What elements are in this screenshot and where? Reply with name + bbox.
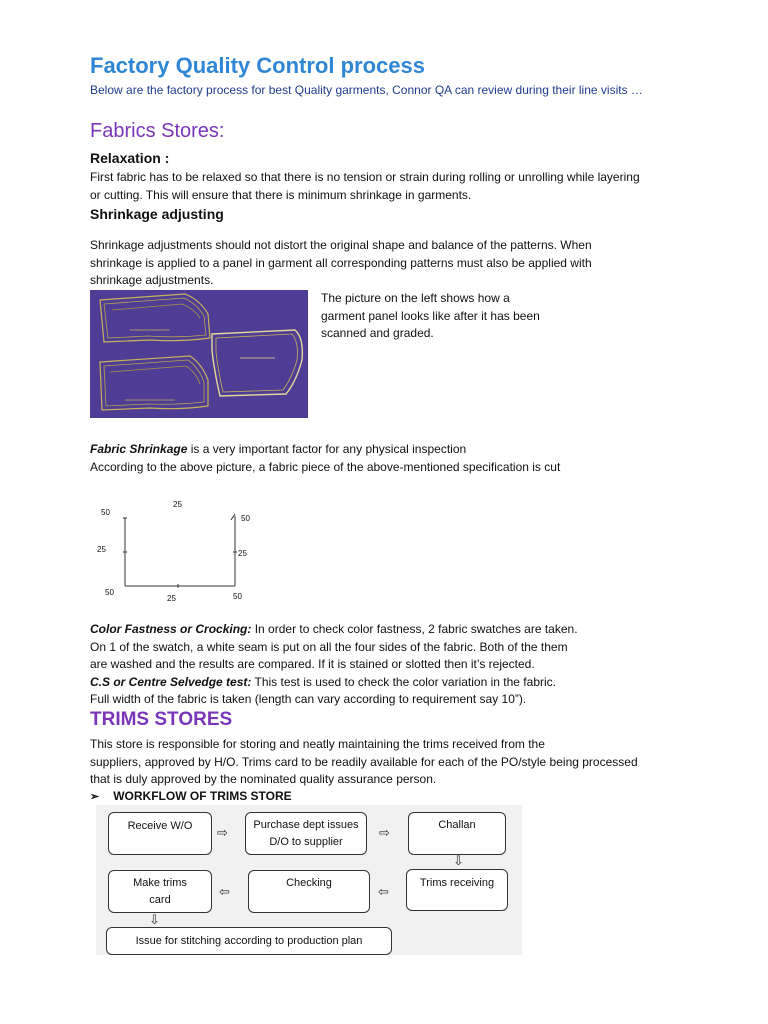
label-top-center: 25 — [173, 500, 182, 509]
workflow-box-label: card — [149, 894, 171, 906]
workflow-box-label: Trims receiving — [419, 877, 495, 889]
arrow-down-icon: ⇩ — [453, 853, 464, 868]
page-subtitle: Below are the factory process for best Quality garments, Connor QA can review during their line visits … — [90, 83, 643, 97]
shrinkage-line: shrinkage adjustments. — [90, 273, 214, 287]
trims-line: suppliers, approved by H/O. Trims card to be readily available for each of the PO/style being processed — [90, 754, 638, 769]
cs-test-line2: Full width of the fabric is taken (length can vary according to requirement say 10”). — [90, 692, 527, 706]
arrow-down-icon: ⇩ — [149, 912, 160, 927]
workflow-box-checking — [248, 870, 370, 913]
arrow-bullet-icon: ➢ — [90, 791, 100, 803]
fabric-shrinkage-term: Fabric Shrinkage — [90, 442, 188, 456]
arrow-left-icon: ⇦ — [378, 884, 389, 899]
arrow-right-icon: ⇨ — [217, 825, 228, 840]
shrinkage-diagram — [90, 498, 270, 608]
label-bottom-right: 50 — [233, 592, 242, 601]
graded-panel-illustration — [90, 290, 308, 418]
workflow-box-label: Issue for stitching according to production plan — [135, 935, 363, 947]
cs-test-line — [90, 674, 578, 692]
workflow-box-label: Checking — [286, 877, 332, 889]
caption-line: The picture on the left shows how a — [321, 291, 510, 305]
workflow-diagram — [96, 805, 522, 955]
color-fastness-term: Color Fastness or Crocking: — [90, 622, 252, 636]
label-bottom-left: 50 — [105, 588, 114, 597]
shrinkage-line: shrinkage is applied to a panel in garment all corresponding patterns must also be applied with — [90, 255, 592, 270]
workflow-box-issue — [106, 927, 392, 955]
color-fastness-paragraph — [90, 621, 578, 709]
relaxation-heading: Relaxation : — [90, 150, 170, 166]
color-fastness-line2: On 1 of the swatch, a white seam is put on all the four sides of the fabric. Both of the them — [90, 639, 568, 654]
shrinkage-paragraph — [90, 237, 592, 290]
fabric-shrinkage-line2: According to the above picture, a fabric piece of the above-mentioned specification is cut — [90, 459, 561, 474]
image-caption — [321, 290, 540, 343]
color-fastness-text: In order to check color fastness, 2 fabric swatches are taken. — [251, 622, 578, 636]
workflow-box-label: D/O to supplier — [269, 836, 343, 848]
fabric-shrinkage-paragraph — [90, 441, 560, 476]
workflow-box-purchase — [245, 812, 367, 855]
page-title: Factory Quality Control process — [90, 53, 425, 78]
workflow-heading — [90, 789, 292, 803]
workflow-box-label: Receive W/O — [127, 820, 193, 832]
shrinkage-heading: Shrinkage adjusting — [90, 206, 224, 222]
fabrics-stores-heading: Fabrics Stores: — [90, 120, 225, 142]
label-left-mid: 25 — [97, 545, 106, 554]
arrow-right-icon: ⇨ — [379, 825, 390, 840]
label-top-right: 50 — [241, 514, 250, 523]
fabric-shrinkage-line — [90, 441, 560, 459]
label-bottom-center: 25 — [167, 594, 176, 603]
arrow-left-icon: ⇦ — [219, 884, 230, 899]
trims-paragraph — [90, 736, 638, 789]
relaxation-line: or cutting. This will ensure that there is minimum shrinkage in garments. — [90, 187, 472, 202]
trims-line: This store is responsible for storing and neatly maintaining the trims received from the — [90, 737, 545, 751]
workflow-box-challan — [408, 812, 506, 855]
workflow-box-label: Make trims — [133, 877, 187, 889]
relaxation-line: First fabric has to be relaxed so that there is no tension or strain during rolling or unrolling while layering — [90, 170, 640, 184]
relaxation-paragraph — [90, 169, 640, 204]
label-top-left: 50 — [101, 508, 110, 517]
workflow-box-make-trims-card — [108, 870, 212, 913]
workflow-box-label: Challan — [438, 819, 476, 831]
cs-test-text: This test is used to check the color variation in the fabric. — [251, 674, 556, 689]
trims-stores-heading: TRIMS STORES — [90, 709, 233, 730]
workflow-box-trims-receiving — [406, 869, 508, 911]
color-fastness-line — [90, 621, 578, 639]
cs-test-term: C.S or Centre Selvedge test: — [90, 674, 252, 689]
trims-line: that is duly approved by the nominated quality assurance person. — [90, 772, 437, 786]
workflow-heading-text: WORKFLOW OF TRIMS STORE — [113, 789, 292, 803]
shrinkage-line: Shrinkage adjustments should not distort the original shape and balance of the patterns. When — [90, 238, 592, 252]
fabric-shrinkage-text: is a very important factor for any physical inspection — [187, 442, 467, 456]
color-fastness-line3: are washed and the results are compared. If it is stained or slotted then it’s rejected. — [90, 657, 535, 671]
caption-line: garment panel looks like after it has been — [321, 308, 540, 323]
label-right-mid: 25 — [238, 549, 247, 558]
workflow-box-label: Purchase dept issues — [253, 819, 359, 831]
workflow-box-receive — [108, 812, 212, 855]
graded-panel-image — [90, 290, 308, 418]
caption-line: scanned and graded. — [321, 326, 434, 340]
